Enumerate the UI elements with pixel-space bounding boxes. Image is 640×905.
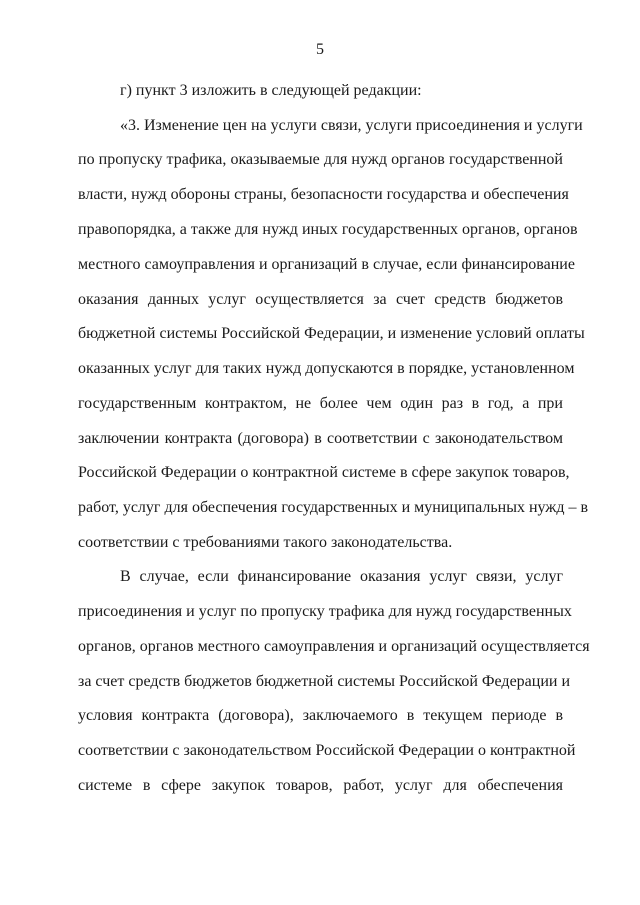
text-line: заключении контракта (договора) в соответствии с законодательством: [78, 430, 563, 447]
text-line: оказанных услуг для таких нужд допускаются в порядке, установленном: [78, 360, 575, 377]
text-line: оказания данных услуг осуществляется за счет средств бюджетов: [78, 291, 563, 308]
text-line: за счет средств бюджетов бюджетной системы Российской Федерации и: [78, 673, 571, 690]
text-line: местного самоуправления и организаций в случае, если финансирование: [78, 256, 575, 273]
text-line: соответствии с законодательством Российской Федерации о контрактной: [78, 742, 576, 759]
text-line: работ, услуг для обеспечения государственных и муниципальных нужд – в: [78, 499, 589, 516]
text-line: правопорядка, а также для нужд иных государственных органов, органов: [78, 221, 578, 238]
text-line: «3. Изменение цен на услуги связи, услуги присоединения и услуги: [120, 117, 583, 134]
text-line: бюджетной системы Российской Федерации, и изменение условий оплаты: [78, 325, 585, 342]
text-line: присоединения и услуг по пропуску трафика для нужд государственных: [78, 603, 572, 620]
text-line: органов, органов местного самоуправления и организаций осуществляется: [78, 638, 590, 655]
text-line: власти, нужд обороны страны, безопасности государства и обеспечения: [78, 186, 569, 203]
text-line: г) пункт 3 изложить в следующей редакции:: [120, 82, 422, 99]
text-line: соответствии с требованиями такого законодательства.: [78, 534, 453, 551]
text-line: В случае, если финансирование оказания услуг связи, услуг: [120, 568, 563, 585]
text-line: по пропуску трафика, оказываемые для нужд органов государственной: [78, 151, 563, 168]
text-line: условия контракта (договора), заключаемого в текущем периоде в: [78, 707, 563, 724]
text-line: системе в сфере закупок товаров, работ, услуг для обеспечения: [78, 777, 563, 794]
page-number: 5: [316, 41, 324, 58]
text-line: Российской Федерации о контрактной системе в сфере закупок товаров,: [78, 464, 570, 481]
text-line: государственным контрактом, не более чем один раз в год, а при: [78, 395, 563, 412]
